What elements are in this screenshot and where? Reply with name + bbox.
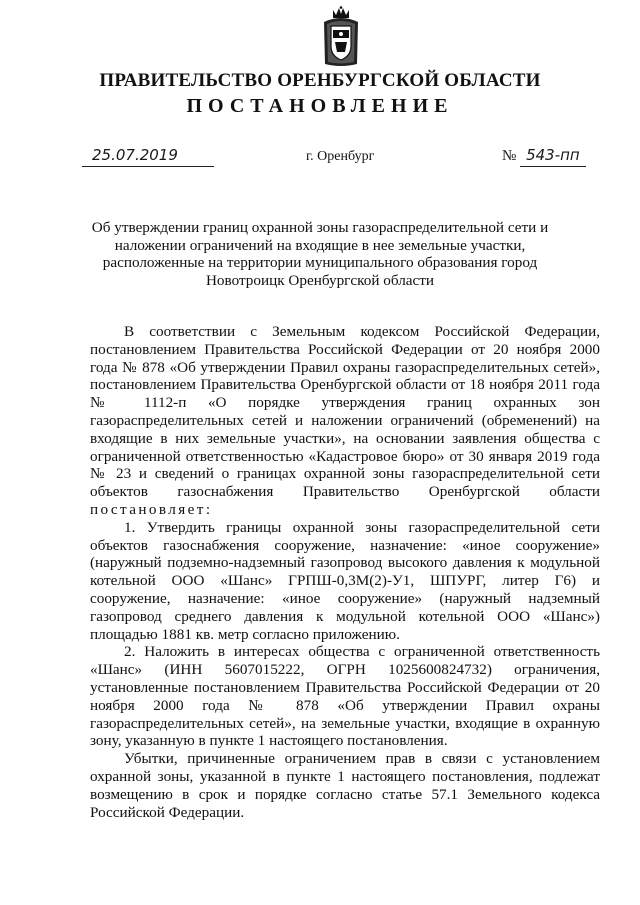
decree-number-block xyxy=(502,146,586,167)
intro-text: В соответствии с Земельным кодексом Российской Федерации, постановлением Правительства Российской Федерации от 20 ноября 2000 года № 878 «Об утверждении Правил охраны газораспределительных сетей», постановлением Правительства Оренбургской области от 18 ноября 2011 года № 1112-п «О порядке утверждения границ охранных зон газораспределительных сетей и наложении ограничений (обременений) на входящие в них земельные участки», на основании заявления общества с ограниченной ответственностью «Кадастровое бюро» от 30 января 2019 года № 23 и сведений о границах охранной зоны газораспределительной сети объектов газоснабжения Правительство Оренбургской области xyxy=(90,323,600,501)
number-sign: № xyxy=(502,148,517,164)
intro-paragraph xyxy=(90,323,600,519)
coat-of-arms-icon xyxy=(321,6,361,68)
document-type: ПОСТАНОВЛЕНИЕ xyxy=(186,95,454,117)
city: г. Оренбург xyxy=(306,149,375,164)
government-name: ПРАВИТЕЛЬСТВО ОРЕНБУРГСКОЙ ОБЛАСТИ xyxy=(99,70,541,91)
decree-number: 543-пп xyxy=(520,146,586,167)
item-2-paragraph: 2. Наложить в интересах общества с ограниченной ответственность «Шанс» (ИНН 5607015222, ОГРН 1025600824732) ограничения, установленные постановлением Правительства Российской Федерации от 20 ноября 2000 года № 878 «Об утверждении Правил охраны газораспределительных сетей», на земельные участки, входящие в охранную зону, указанную в пункте 1 настоящего постановления. xyxy=(90,643,600,750)
decree-body xyxy=(90,323,600,821)
decree-date: 25.07.2019 xyxy=(82,146,214,167)
decree-title: Об утверждении границ охранной зоны газораспределительной сети и наложении ограничений на входящие в нее земельные участки, расположенные на территории муниципального образования город Новотроицк Оренбургской области xyxy=(91,219,549,289)
damages-paragraph: Убытки, причиненные ограничением прав в связи с установлением охранной зоны, указанной в пункте 1 настоящего постановления, подлежат возмещению в срок и порядке согласно статье 57.1 Земельного кодекса Российской Федерации. xyxy=(90,750,600,821)
item-1-paragraph: 1. Утвердить границы охранной зоны газораспределительной сети объектов газоснабжения сооружение, назначение: «иное сооружение» (наружный подземно-надземный газопровод высокого давления к модульной котельной ООО «Шанс» ГРПШ-0,3М(2)-У1, ШПУРГ, литер Г6) и сооружение, назначение: «иное сооружение» (наружный надземный газопровод среднего давления к модульной котельной ООО «Шанс») площадью 1881 кв. метр согласно приложению. xyxy=(90,518,600,643)
decree-word: постановляет: xyxy=(90,500,213,518)
